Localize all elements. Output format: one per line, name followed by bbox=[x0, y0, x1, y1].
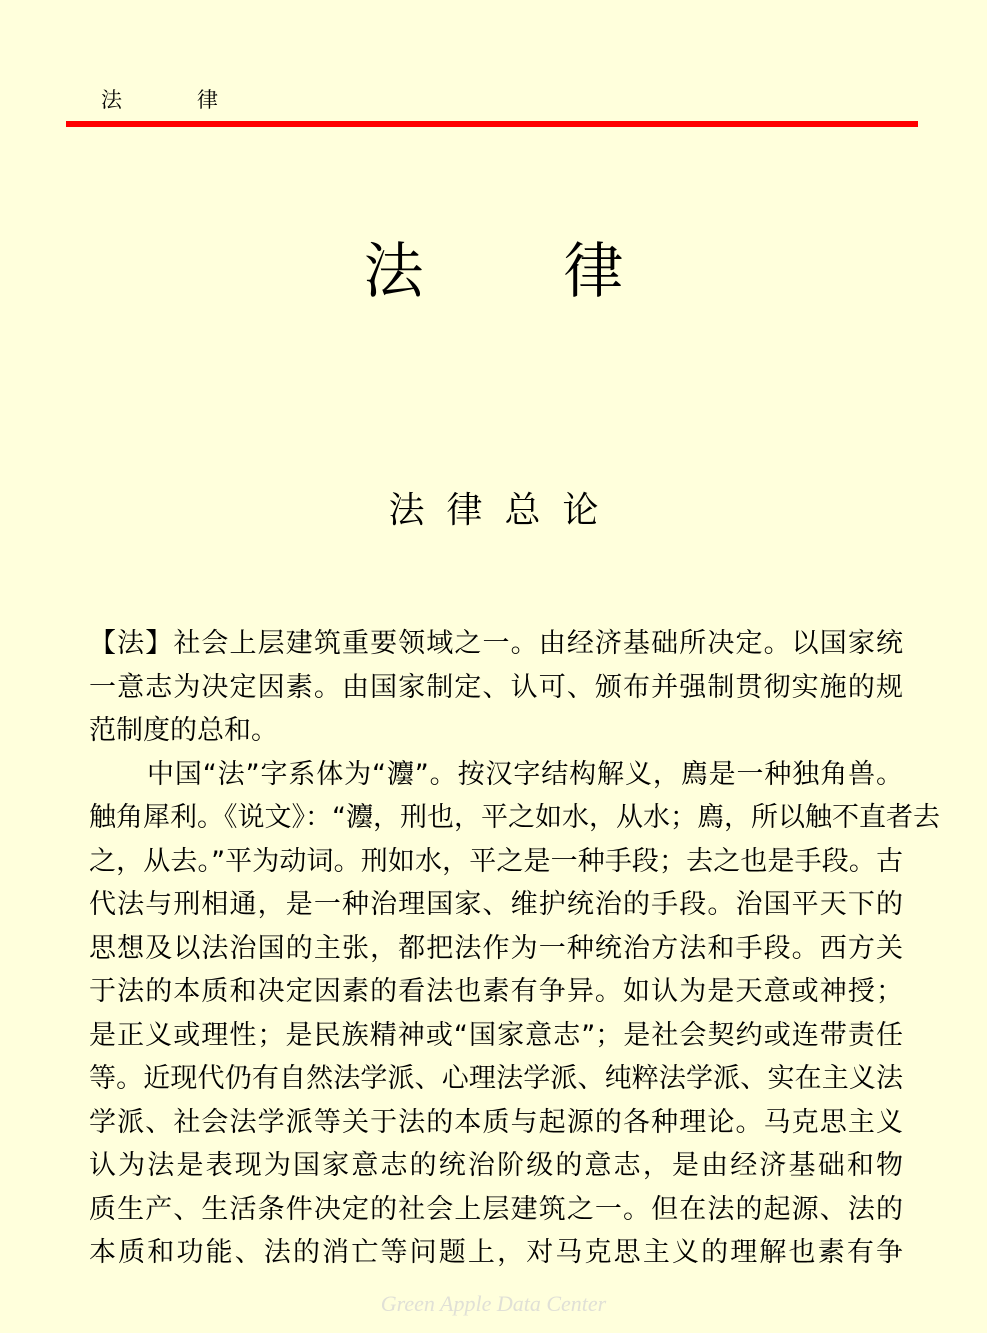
text-line: 中国“法”字系体为“灋”。按汉字结构解义，廌是一种独角兽。 bbox=[147, 758, 903, 790]
section-title bbox=[0, 487, 987, 535]
header-red-rule bbox=[66, 121, 918, 127]
text-line: 【法】社会上层建筑重要领域之一。由经济基础所决定。以国家统 bbox=[89, 628, 903, 659]
text-line: 于法的本质和决定因素的看法也素有争异。如认为是天意或神授； bbox=[89, 976, 903, 1007]
running-header-char-2: 律 bbox=[197, 88, 218, 112]
text-line: 触角犀利。《说文》：“灋，刑也，平之如水，从水；廌，所以触不直者去 bbox=[89, 802, 940, 833]
text-line: 本质和功能、法的消亡等问题上，对马克思主义的理解也素有争 bbox=[89, 1237, 903, 1268]
text-line: 学派、社会法学派等关于法的本质与起源的各种理论。马克思主义 bbox=[89, 1106, 903, 1138]
text-line: 一意志为决定因素。由国家制定、认可、颁布并强制贯彻实施的规 bbox=[89, 671, 903, 703]
text-line: 思想及以法治国的主张，都把法作为一种统治方法和手段。西方关 bbox=[89, 932, 903, 964]
section-title-char: 总 bbox=[504, 490, 541, 531]
chapter-title bbox=[0, 232, 987, 312]
text-line: 认为法是表现为国家意志的统治阶级的意志，是由经济基础和物 bbox=[89, 1150, 903, 1181]
body-text bbox=[89, 622, 940, 1275]
text-line: 是正义或理性；是民族精神或“国家意志”；是社会契约或连带责任 bbox=[89, 1019, 903, 1051]
section-title-char: 法 bbox=[388, 490, 425, 531]
text-line: 之，从去。”平为动词。刑如水，平之是一种手段；去之也是手段。古 bbox=[89, 845, 903, 877]
text-line: 等。近现代仍有自然法学派、心理法学派、纯粹法学派、实在主义法 bbox=[89, 1063, 903, 1094]
running-header-char-1: 法 bbox=[101, 88, 122, 112]
text-line: 质生产、生活条件决定的社会上层建筑之一。但在法的起源、法的 bbox=[89, 1193, 903, 1225]
text-line: 代法与刑相通，是一种治理国家、维护统治的手段。治国平天下的 bbox=[89, 889, 903, 920]
watermark: Green Apple Data Center bbox=[380, 1291, 607, 1316]
section-title-char: 论 bbox=[562, 490, 599, 531]
chapter-title-char-2: 律 bbox=[563, 237, 624, 307]
running-header bbox=[101, 86, 218, 114]
text-line: 范制度的总和。 bbox=[89, 715, 278, 746]
section-title-char: 律 bbox=[446, 490, 483, 531]
chapter-title-char-1: 法 bbox=[363, 237, 424, 307]
